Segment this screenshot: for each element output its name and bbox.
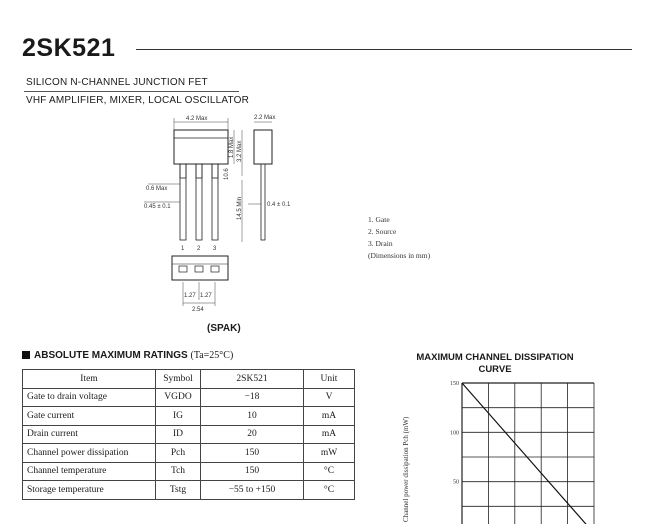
pin-legend-source: 2. Source: [368, 227, 397, 236]
ratings-heading-text: ABSOLUTE MAXIMUM RATINGS: [34, 350, 188, 361]
column-header-item: Item: [23, 370, 156, 389]
y-tick-label: 150: [450, 381, 459, 387]
column-header-unit: Unit: [304, 370, 355, 389]
pin-number-2: 2: [197, 246, 201, 252]
cell-item: Drain current: [23, 425, 156, 444]
curve-y-axis-label: Channel power dissipation Pch (mW): [402, 416, 410, 522]
cell-unit: mW: [304, 444, 355, 463]
pin-number-1: 1: [181, 246, 185, 252]
pin-number-3: 3: [213, 246, 217, 252]
dim-lead-length: 14.5 Min: [237, 196, 243, 220]
pin-legend-gate: 1. Gate: [368, 215, 390, 224]
ratings-heading: [22, 350, 233, 361]
cell-unit: V: [304, 388, 355, 407]
curve-title-line-1: MAXIMUM CHANNEL DISSIPATION: [416, 352, 574, 363]
curve-title-line-2: CURVE: [478, 364, 512, 375]
dissipation-curve-chart: [396, 376, 596, 524]
pin-legend-drain: 3. Drain: [368, 239, 393, 248]
cell-item: Channel temperature: [23, 462, 156, 481]
table-row: [23, 444, 355, 463]
cell-unit: mA: [304, 407, 355, 426]
dim-side-lead: 0.4 ± 0.1: [267, 202, 290, 208]
cell-value: 10: [201, 407, 304, 426]
cell-item: Channel power dissipation: [23, 444, 156, 463]
cell-unit: °C: [304, 481, 355, 500]
cell-symbol: IG: [156, 407, 201, 426]
cell-value: −55 to +150: [201, 481, 304, 500]
cell-symbol: VGDO: [156, 388, 201, 407]
dim-pitch-a: 1.27: [184, 293, 196, 299]
dim-height-body: 3.2 Max: [237, 140, 243, 162]
table-row: [23, 481, 355, 500]
curve-series-line: [462, 383, 592, 524]
dim-pitch-b: 1.27: [200, 293, 212, 299]
package-outline-drawing: [130, 108, 290, 313]
cell-item: Gate to drain voltage: [23, 388, 156, 407]
dim-angle: 10.6: [224, 168, 230, 180]
device-description: SILICON N-CHANNEL JUNCTION FET: [26, 77, 208, 88]
cell-symbol: Pch: [156, 444, 201, 463]
dim-lead-thickness: 0.45 ± 0.1: [144, 204, 171, 210]
y-tick-label: 50: [453, 479, 459, 486]
cell-unit: °C: [304, 462, 355, 481]
cell-unit: mA: [304, 425, 355, 444]
part-number-title: 2SK521: [22, 34, 116, 62]
title-rule: [136, 49, 632, 50]
cell-item: Gate current: [23, 407, 156, 426]
dim-pitch-total: 2.54: [192, 307, 204, 313]
ratings-table: [22, 369, 355, 500]
dim-lead-width: 0.6 Max: [146, 186, 168, 192]
subtitle-rule: [24, 91, 239, 92]
cell-symbol: ID: [156, 425, 201, 444]
cell-value: −18: [201, 388, 304, 407]
dim-body-width: 4.2 Max: [186, 116, 208, 122]
table-row: [23, 388, 355, 407]
pin-legend: [368, 214, 430, 262]
table-row: [23, 425, 355, 444]
device-application: VHF AMPLIFIER, MIXER, LOCAL OSCILLATOR: [26, 95, 250, 106]
cell-symbol: Tstg: [156, 481, 201, 500]
y-tick-label: 100: [450, 430, 459, 437]
column-header-symbol: Symbol: [156, 370, 201, 389]
cell-item: Storage temperature: [23, 481, 156, 500]
cell-value: 20: [201, 425, 304, 444]
column-header-value: 2SK521: [201, 370, 304, 389]
curve-title: [400, 352, 590, 376]
dim-height-top: 1.8 Max: [229, 136, 235, 158]
cell-value: 150: [201, 444, 304, 463]
package-name: (SPAK): [207, 323, 241, 334]
table-row: [23, 462, 355, 481]
bullet-square-icon: [22, 351, 30, 359]
table-header-row: [23, 370, 355, 389]
dim-side-width: 2.2 Max: [254, 115, 276, 121]
pin-legend-units: (Dimensions in mm): [368, 251, 431, 260]
ratings-condition: (Ta=25°C): [190, 350, 234, 361]
cell-value: 150: [201, 462, 304, 481]
table-row: [23, 407, 355, 426]
cell-symbol: Tch: [156, 462, 201, 481]
